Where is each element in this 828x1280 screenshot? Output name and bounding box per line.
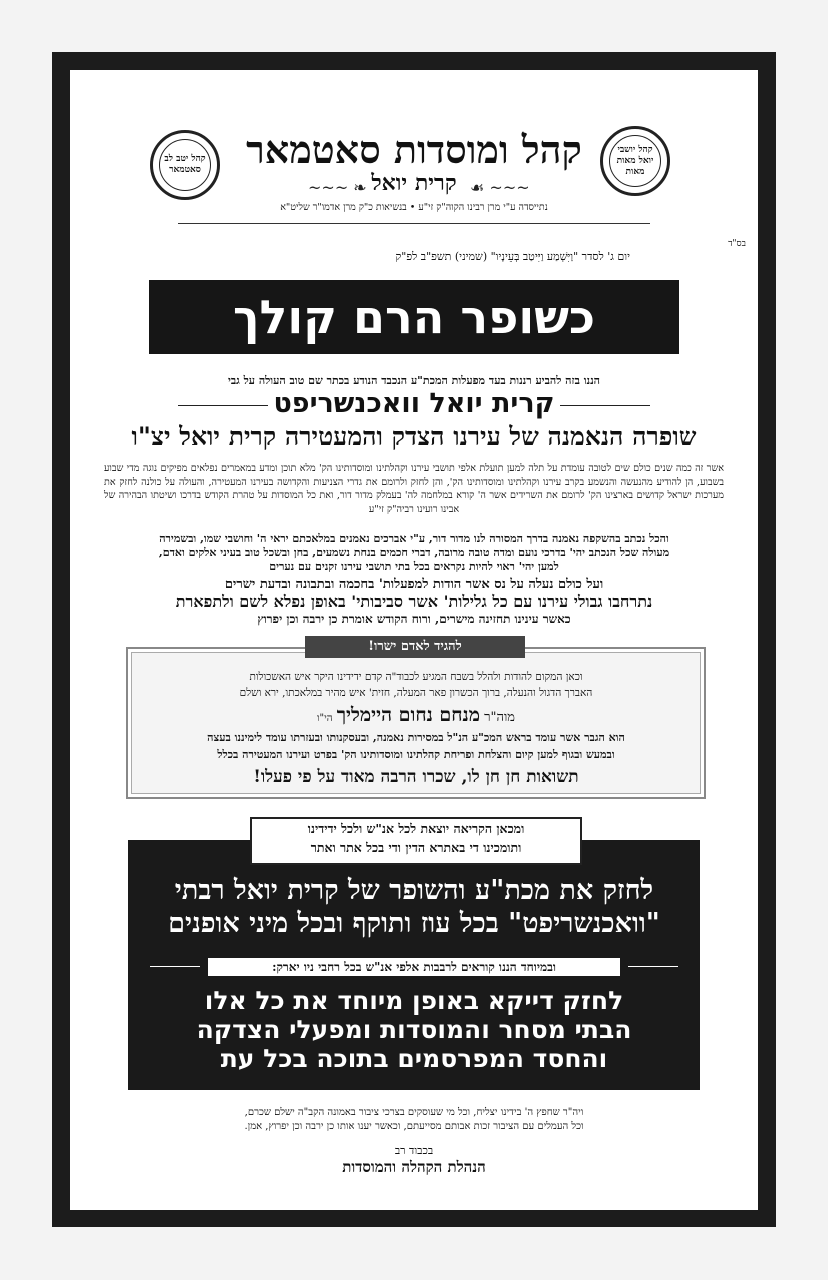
honoree-suffix: הי"ו [317,713,333,724]
call-text-2-line-1: לחזק דייקא באופן מיוחד את כל אלו [204,986,624,1015]
thanks-box [126,647,706,799]
praise-line-1: ועל כולם נעלה על נס אשר הודות למפעלות' בחכמה ובתבונה ובדעת ישרים [224,577,604,592]
thanks-line-4: ובמעש ובגוף למען קיום והצלחת ופריחת קהלתינו ומוסדותינו הק' בפרט ועירנו המעטירה בכלל [217,748,615,761]
flourish-left-icon: ❧ ~~~ [308,178,367,197]
intro-line: הננו בזה להביע רננות בעד מפעלות המכת"ע הנכבד הנודע בכתר שם טוב העולה על גבי [227,374,600,387]
left-seal-text: קהל יטב לב סאטמאר [164,154,206,175]
call-to-action-box [128,840,700,1090]
body-paragraph-1: אשר זה כמה שנים כולם שים לטובה עומדת על תלה למען תועלת אלפי תושבי עירנו וקהלתינו ומוסדותינו הק' מלא תוכן ומדע במאמרים נפלאים מפיקים נוגה מדי שבוע בשבוע, הן להודיע מהנעשה והנשמע בקרב עירנו וקהלתינו ומוסדותינו הק', והן לחזק ולרומם את גדרי הצניעות והקדושה בעירנו המעטירה, והעולה על כולנה לחזק את מערכות ישראל קדושים בארצינו הק' לרומם את השרידים אשר ה' קורא במלחמה לה' בעמלק מדור דור, ואת כל המוסדות על טהרת הקודש בדרכו ושיטתו הבהירה של אבינו רועינו רביה"ק זי"ע [104,463,724,515]
body-paragraph-2: והכל נכתב בהשקפה נאמנה בדרך המסורה לנו מדור דור, ע"י אברכים נאמנים במלאכתם יראי ה' וחושבי שמו, ובשמירה מעולה שכל הנכתב יהי' בדרכי נועם ומדה טובה מרובה, דברי חכמים בנחת נשמעים, בחן ובשכל טוב בעיני אלקים ואדם, למען יהי' ראוי להיות נקראים בכל בתי תושבי עירנו זקנים עם נערים [158,532,670,573]
closing-blessing [130,1106,698,1134]
closing-line-2: וכל העמלים עם הציבור זכות אבותם מסייעתם, וכאשר יענו אותו כן ירבה וכן יפרוץ, אמן. [244,1121,584,1132]
call-tag-line-2: ותומכינו די באתרא הדין ודי בכל אתר ואתר [310,840,522,855]
right-seal-text: קהל יושבי יואל מאות מאות [616,144,654,177]
org-sub-name: קרית יואל [371,170,457,196]
thanks-line-1: וכאן המקום להודות ולהלל בשבח המגיע לכבוד"ה קדם ידידינו היקר איש האשכולות [249,671,583,683]
signature-greeting: בכבוד רב [394,1144,434,1157]
flourish-right-icon: ~~~ ☙ [470,178,530,197]
date-line: יום ג' לסדר "וַיִּשְׁמַע וַיִּיטַב בְּעֵינָיו" (שמיני) תשפ"ב לפ"ק [395,250,630,263]
newspaper-subtitle: שופרה הנאמנה של עירנו הצדק והמעטירה קרית יואל יצ"ו [131,422,697,451]
org-name: קהל ומוסדות סאטמאר [246,127,582,172]
closing-line-1: ויה"ר שחפץ ה' בידינו יצליח, וכל מי שעוסקים בצרכי ציבור באמונה הקב"ה ישלם שכרם, [244,1107,584,1118]
call-rule-right [628,966,678,967]
call-text-1-line-2: "וואכנשריפט" בכל עוז ותוקף ובכל מיני אופנים [168,908,660,939]
praise-line-3: כאשר עינינו תחזינה מישרים, ורוח הקודש אומרת כן ירבה וכן יפרוץ [257,612,571,626]
newspaper-title: קרית יואל וואכנשריפט [273,388,555,419]
bsd-mark: בס"ד [728,239,746,249]
thanks-line-2: האברך הדגול והנעלה, ברוך הכשרון פאר המעלה, חזית' איש מהיר במלאכתו, ירא ושלם [239,687,593,699]
left-seal-icon [150,130,220,200]
thanks-closing: תשואות חן חן לו, שכרו הרבה מאוד על פי פעלו! [253,767,579,787]
headline-banner: כשופר הרם קולך [149,280,679,354]
honoree-prefix: מוה"ר [484,710,515,725]
call-text-2-line-2: הבתי מסחר והמוסדות ומפעלי הצדקה [196,1015,632,1044]
signature-name: הנהלת הקהלה והמוסדות [342,1158,486,1176]
call-text-2 [138,986,690,1073]
call-tag-line-1: ומכאן הקריאה יוצאת לכל אנ"ש ולכל ידידינו [307,821,525,836]
thanks-tag: להגיד לאדם ישרו! [305,636,525,658]
honoree-row [140,704,692,727]
header-divider [178,223,650,224]
special-call-tag: ובמיוחד הננו קוראים לרבבות אלפי אנ"ש בכל רחבי ניו יארק: [208,958,620,976]
founders-line: נתייסדה ע"י מרן רבינו הקוה"ק זי"ע • בנשיאות כ"ק מרן אדמו"ר שליט"א [280,202,548,213]
call-text-1-line-1: לחזק את מכת"ע והשופר של קרית יואל רבתי [174,875,654,906]
call-text-1 [138,874,690,940]
notice-paper [70,70,758,1210]
call-text-2-line-3: והחסד המפרסמים בתוכה בכל עת [220,1044,608,1073]
thanks-line-3: הוא הגבר אשר עומד בראש המכ"ע הנ"ל במסירות נאמנה, ובעסקנותו ובעזרתו עומד לימיננו בעצה [207,731,625,744]
call-tag [250,817,582,865]
praise-line-2: נתרחבו גבולי עירנו עם כל גלילות' אשר סביבותי' באופן נפלא לשם ולתפארת [175,592,653,611]
honoree-name: מנחם נחום היימליך [336,704,480,726]
call-rule-left [150,966,200,967]
right-seal-icon [600,126,670,196]
